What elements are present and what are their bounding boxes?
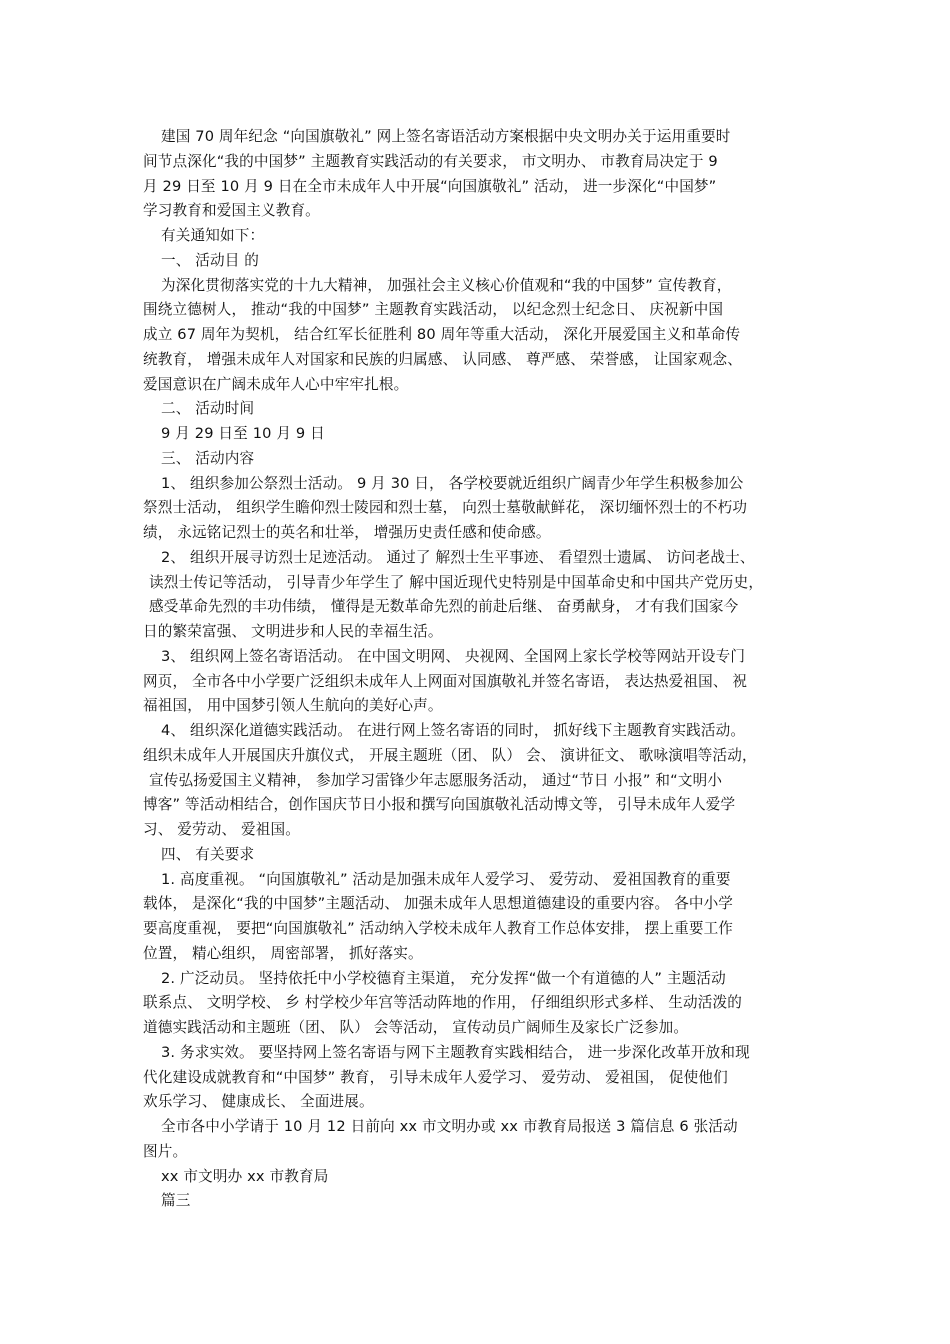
document-line: 博客” 等活动相结合，创作国庆节日小报和撰写向国旗敬礼活动博文等， 引导未成年人爱学 <box>143 796 736 814</box>
document-line: 要高度重视， 要把“向国旗敬礼” 活动纳入学校未成年人教育工作总体安排， 摆上重要工作 <box>143 920 734 937</box>
document-line: 2、 组织开展寻访烈士足迹活动。 通过了 解烈士生平事迹、 看望烈士遗属、 访问老战士、 <box>161 548 755 566</box>
document-line: 有关通知如下： <box>161 227 265 244</box>
document-line: 习、 爱劳动、 爱祖国。 <box>143 821 301 838</box>
document-line: 感受革命先烈的丰功伟绩， 懂得是无数革命先烈的前赴后继、 奋勇献身， 才有我们国家今 <box>149 598 739 616</box>
document-line: 爱国意识在广阔未成年人心中牢牢扎根。 <box>143 375 409 393</box>
document-line: 代化建设成就教育和“中国梦” 教育， 引导未成年人爱学习、 爱劳动、 爱祖国， 促使他们 <box>143 1068 728 1086</box>
document-line: 间节点深化“我的中国梦” 主题教育实践活动的有关要求， 市文明办、 市教育局决定于 9 <box>143 152 718 170</box>
document-line: 读烈士传记等活动， 引导青少年学生了 解中国近现代史特别是中国革命史和中国共产党历史， <box>149 573 764 591</box>
document-line: 宣传弘扬爱国主义精神， 参加学习雷锋少年志愿服务活动， 通过“节日 小报” 和“文明小 <box>149 771 723 789</box>
document-line: 载体， 是深化“我的中国梦”主题活动、 加强未成年人思想道德建设的重要内容。 各中小学 <box>143 895 734 913</box>
document-line: 学习教育和爱国主义教育。 <box>143 202 320 220</box>
document-line: 3. 务求实效。 要坚持网上签名寄语与网下主题教育实践相结合， 进一步深化改革开放和现 <box>161 1043 750 1061</box>
document-line: 为深化贯彻落实党的十九大精神， 加强社会主义核心价值观和“我的中国梦” 宣传教育， <box>161 276 732 294</box>
document-line: 一、 活动目 的 <box>161 251 260 269</box>
document-line: 成立 67 周年为契机， 结合红军长征胜利 80 周年等重大活动， 深化开展爱国主义和革命传 <box>143 326 741 343</box>
document-line: 1、 组织参加公祭烈士活动。 9 月 30 日， 各学校要就近组织广阔青少年学生积极参加公 <box>161 474 744 492</box>
document-line: 道德实践活动和主题班（团、 队） 会等活动， 宣传动员广阔师生及家长广泛参加。 <box>143 1019 689 1036</box>
document-line: 日的繁荣富强、 文明进步和人民的幸福生活。 <box>143 623 443 640</box>
document-line: 4、 组织深化道德实践活动。 在进行网上签名寄语的同时， 抓好线下主题教育实践活动。 <box>161 722 746 739</box>
document-line: 二、 活动时间 <box>161 400 255 418</box>
document-line: 组织未成年人开展国庆升旗仪式， 开展主题班（团、 队） 会、 演讲征文、 歌咏演唱等活动， <box>143 746 757 764</box>
document-line: 9 月 29 日至 10 月 9 日 <box>161 425 325 442</box>
document-line: 四、 有关要求 <box>161 845 255 863</box>
document-line: 篇三 <box>161 1192 191 1210</box>
document-line: 全市各中小学请于 10 月 12 日前向 xx 市文明办或 xx 市教育局报送 3 篇信息 6 张活动 <box>161 1118 738 1135</box>
document-line: 1. 高度重视。 “向国旗敬礼” 活动是加强未成年人爱学习、 爱劳动、 爱祖国教育的重要 <box>161 870 731 888</box>
document-line: 祭烈士活动， 组织学生瞻仰烈士陵园和烈士墓， 向烈士墓敬献鲜花， 深切缅怀烈士的不朽功 <box>143 499 748 517</box>
document-line: 联系点、 文明学校、 乡 村学校少年宫等活动阵地的作用， 仔细组织形式多样、 生动活泼的 <box>143 994 742 1012</box>
document-line: 建国 70 周年纪念 “向国旗敬礼” 网上签名寄语活动方案根据中央文明办关于运用重要时 <box>161 128 731 145</box>
document-line: xx 市文明办 xx 市教育局 <box>161 1167 329 1185</box>
document-line: 三、 活动内容 <box>161 449 255 467</box>
document-line: 图片。 <box>143 1142 188 1160</box>
document-line: 绩， 永远铭记烈士的英名和壮举， 增强历史责任感和使命感。 <box>143 524 551 541</box>
document-line: 围绕立德树人， 推动“我的中国梦” 主题教育实践活动， 以纪念烈士纪念日、 庆祝新中国 <box>143 301 724 319</box>
document-line: 2. 广泛动员。 坚持依托中小学校德育主渠道， 充分发挥“做一个有道德的人” 主题活动 <box>161 969 726 987</box>
document-line: 统教育， 增强未成年人对国家和民族的归属感、 认同感、 尊严感、 荣誉感， 让国家观念、 <box>143 350 742 368</box>
document-line: 位置， 精心组织， 周密部署， 抓好落实。 <box>143 944 423 962</box>
document-line: 3、 组织网上签名寄语活动。 在中国文明网、 央视网、全国网上家长学校等网站开设专门 <box>161 647 746 665</box>
document-line: 月 29 日至 10 月 9 日在全市未成年人中开展“向国旗敬礼” 活动， 进一步深化“中国梦” <box>143 177 717 195</box>
document-line: 网页， 全市各中小学要广泛组织未成年人上网面对国旗敬礼并签名寄语， 表达热爱祖国、 祝 <box>143 672 748 690</box>
document-line: 福祖国， 用中国梦引领人生航向的美好心声。 <box>143 697 443 715</box>
document-line: 欢乐学习、 健康成长、 全面进展。 <box>143 1093 374 1111</box>
